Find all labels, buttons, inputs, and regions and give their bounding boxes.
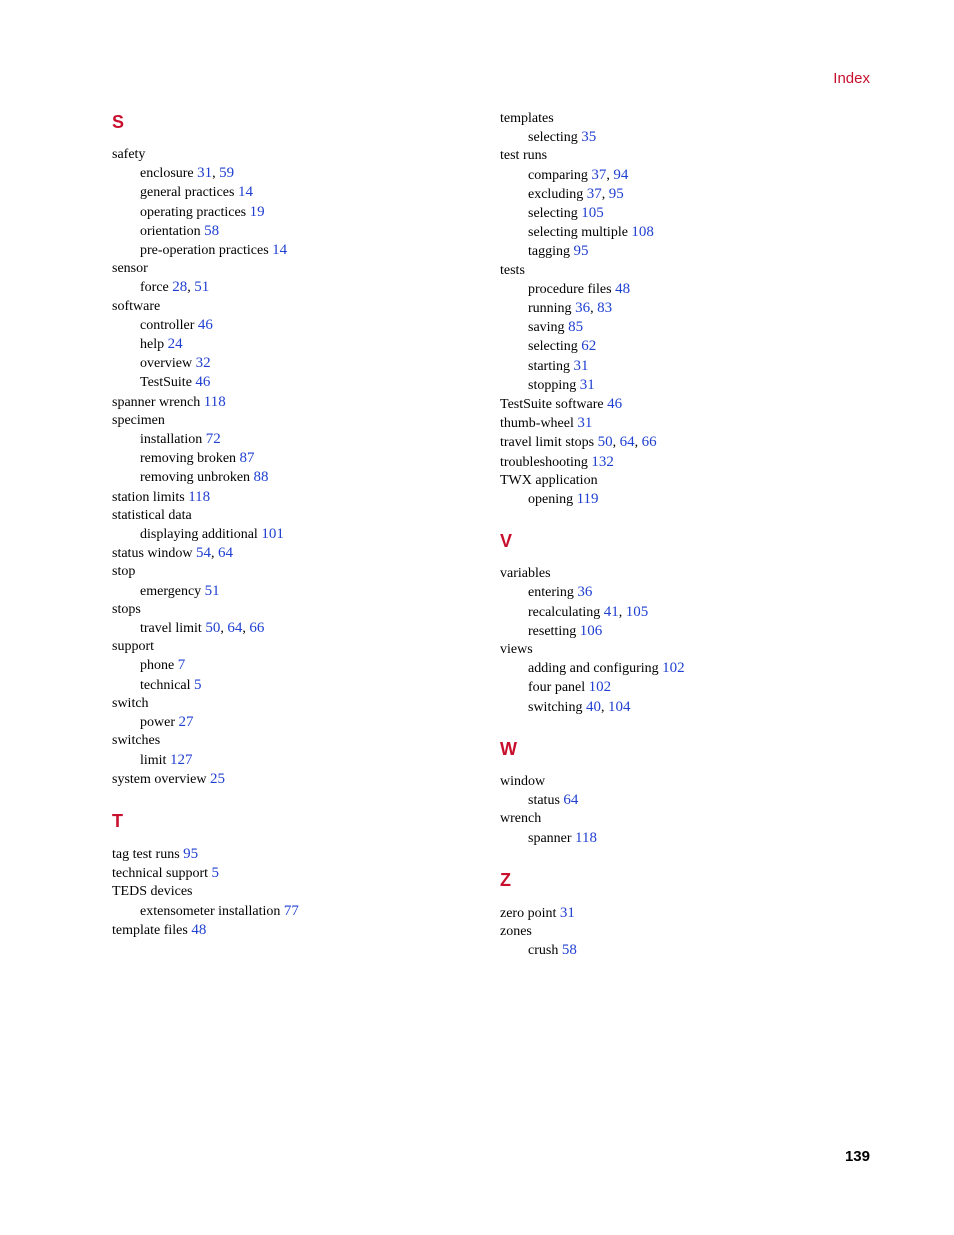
page-link[interactable]: 85 — [568, 319, 584, 336]
page-link[interactable]: 94 — [613, 166, 629, 183]
index-subentry — [112, 656, 472, 675]
index-entry — [112, 488, 472, 507]
index-term: sensor — [112, 261, 148, 277]
index-subentry: enclosure 31, 59 — [140, 165, 235, 182]
page-link[interactable]: 27 — [178, 714, 194, 731]
index-subentry: travel limit 50, 64, 66 — [140, 620, 265, 637]
index-term: overview — [140, 356, 193, 372]
index-subentry — [112, 203, 472, 222]
index-term: travel limit — [140, 621, 202, 637]
index-entry — [112, 412, 472, 430]
index-section — [500, 531, 860, 717]
page-link[interactable]: 105 — [625, 603, 649, 620]
index-subentry — [112, 902, 472, 921]
page-link[interactable]: 36 — [577, 584, 593, 601]
index-term: starting — [528, 358, 570, 374]
index-entry — [500, 472, 860, 490]
index-term: removing unbroken — [140, 470, 251, 486]
page-link[interactable]: 40 — [585, 698, 601, 715]
page-link[interactable]: 88 — [253, 469, 269, 486]
index-subentry — [500, 791, 860, 810]
page-link[interactable]: 28 — [172, 279, 188, 296]
index-term: stop — [112, 564, 136, 580]
index-entry: travel limit stops 50, 64, 66 — [500, 434, 657, 451]
index-subentry — [500, 223, 860, 242]
page-link[interactable]: 14 — [237, 184, 253, 201]
index-term: saving — [528, 320, 565, 336]
index-subentry: running 36, 83 — [528, 300, 613, 317]
index-section — [500, 870, 860, 961]
page-link[interactable]: 58 — [561, 942, 577, 959]
index-term: opening — [528, 492, 574, 508]
index-subentry — [500, 280, 860, 299]
section-letter: S — [112, 112, 125, 132]
index-entry — [112, 638, 472, 656]
index-subentry — [500, 659, 860, 678]
page-link[interactable]: 48 — [615, 280, 631, 297]
index-term: zero point — [500, 905, 557, 921]
index-column-left — [112, 110, 472, 940]
page-link[interactable]: 31 — [579, 376, 595, 393]
page-link[interactable]: 31 — [559, 904, 575, 921]
page-link[interactable]: 51 — [194, 279, 210, 296]
page-link[interactable]: 36 — [575, 300, 591, 317]
index-subentry — [500, 829, 860, 848]
index-entry — [500, 414, 860, 433]
index-term: variables — [500, 566, 551, 582]
index-term: running — [528, 301, 572, 317]
index-term: orientation — [140, 223, 201, 239]
page-link[interactable]: 35 — [581, 129, 597, 146]
page-link[interactable]: 64 — [563, 792, 579, 809]
page-link[interactable]: 127 — [169, 751, 193, 768]
index-entry — [500, 810, 860, 828]
index-term: general practices — [140, 185, 235, 201]
index-subentry — [500, 941, 860, 960]
page-link[interactable]: 104 — [607, 698, 631, 715]
index-entry — [112, 695, 472, 713]
index-section — [112, 811, 472, 940]
index-subentry — [500, 128, 860, 147]
index-term: status window — [112, 546, 193, 562]
index-term: selecting — [528, 206, 578, 222]
index-term: phone — [140, 658, 175, 674]
page-link[interactable]: 31 — [573, 357, 589, 374]
page-link[interactable]: 62 — [581, 338, 597, 355]
page-link[interactable]: 101 — [261, 526, 284, 543]
index-section — [500, 110, 860, 509]
index-subentry — [500, 678, 860, 697]
index-entry: status window 54, 64 — [112, 545, 233, 562]
page-link[interactable]: 58 — [204, 222, 220, 239]
index-subentry — [500, 318, 860, 337]
index-subentry — [112, 316, 472, 335]
index-term: crush — [528, 943, 559, 959]
page-link[interactable]: 31 — [577, 415, 593, 432]
page-link[interactable]: 7 — [177, 657, 186, 674]
index-subentry: recalculating 41, 105 — [528, 603, 649, 620]
index-term: help — [140, 337, 165, 353]
index-subentry — [112, 373, 472, 392]
index-term: template files — [112, 922, 188, 938]
index-term: selecting — [528, 339, 578, 355]
page-link[interactable]: 5 — [211, 865, 220, 882]
index-term: recalculating — [528, 604, 601, 620]
index-term: resetting — [528, 623, 577, 639]
index-entry — [500, 565, 860, 583]
index-term: selecting — [528, 130, 578, 146]
index-term: adding and configuring — [528, 661, 659, 677]
index-entry — [112, 507, 472, 525]
page-link[interactable]: 25 — [209, 770, 225, 787]
index-term: system overview — [112, 771, 207, 787]
index-term: test runs — [500, 148, 548, 164]
index-term: switching — [528, 699, 583, 715]
page-link[interactable]: 66 — [641, 434, 657, 451]
index-term: removing broken — [140, 451, 237, 467]
index-entry — [112, 260, 472, 278]
index-subentry — [112, 525, 472, 544]
page-link[interactable]: 95 — [573, 243, 589, 260]
index-term: TestSuite — [140, 375, 192, 391]
index-term: stopping — [528, 377, 577, 393]
page-link[interactable]: 46 — [607, 396, 623, 413]
index-term: stops — [112, 601, 141, 617]
page-link[interactable]: 64 — [218, 545, 233, 562]
index-entry — [500, 641, 860, 659]
index-subentry — [500, 242, 860, 261]
index-section — [500, 739, 860, 848]
section-letter: Z — [500, 869, 511, 890]
index-term: operating practices — [140, 204, 247, 220]
index-subentry — [500, 337, 860, 356]
index-term: TestSuite software — [500, 397, 604, 413]
page-link[interactable]: 41 — [603, 603, 619, 620]
index-term: thumb-wheel — [500, 416, 574, 432]
page-link[interactable]: 37 — [586, 185, 602, 202]
index-term: zones — [500, 923, 532, 939]
index-entry — [112, 601, 472, 619]
index-section — [112, 112, 472, 789]
index-subentry — [500, 376, 860, 395]
index-term: force — [140, 280, 169, 296]
page-link[interactable]: 64 — [227, 620, 243, 637]
page-link[interactable]: 31 — [197, 165, 213, 182]
page-link[interactable]: 119 — [576, 491, 599, 508]
index-term: support — [112, 639, 154, 655]
index-subentry — [112, 582, 472, 601]
index-term: window — [500, 773, 546, 789]
page-link[interactable]: 106 — [579, 622, 603, 639]
index-term: switches — [112, 733, 161, 749]
index-term: technical — [140, 677, 191, 693]
index-term: wrench — [500, 811, 542, 827]
index-term: power — [140, 715, 175, 731]
index-entry — [112, 146, 472, 164]
page-link[interactable]: 64 — [619, 434, 635, 451]
index-subentry — [500, 204, 860, 223]
index-subentry — [112, 468, 472, 487]
index-entry — [500, 110, 860, 128]
index-subentry: excluding 37, 95 — [528, 185, 624, 202]
index-subentry — [500, 357, 860, 376]
index-subentry — [112, 335, 472, 354]
page-link[interactable]: 108 — [631, 224, 654, 241]
index-term: tag test runs — [112, 846, 180, 862]
index-term: enclosure — [140, 166, 194, 182]
section-letter: W — [500, 738, 517, 759]
index-term: four panel — [528, 680, 586, 696]
page-link[interactable]: 118 — [575, 829, 597, 846]
index-entry — [500, 923, 860, 941]
index-subentry: comparing 37, 94 — [528, 166, 629, 183]
page-link[interactable]: 118 — [203, 393, 226, 410]
index-entry — [112, 770, 472, 789]
index-entry — [500, 453, 860, 472]
index-term: comparing — [528, 167, 588, 183]
index-term: tests — [500, 262, 525, 278]
index-term: safety — [112, 147, 146, 162]
page-link[interactable]: 32 — [195, 355, 211, 372]
page-link[interactable]: 87 — [239, 450, 255, 467]
page-link[interactable]: 46 — [197, 316, 213, 333]
page-link[interactable]: 132 — [591, 453, 614, 470]
index-term: templates — [500, 111, 554, 126]
index-entry — [112, 298, 472, 316]
page-link[interactable]: 14 — [272, 242, 288, 259]
index-term: displaying additional — [140, 527, 258, 543]
page-link[interactable]: 51 — [204, 582, 220, 599]
page-link[interactable]: 77 — [283, 902, 299, 919]
index-subentry — [112, 713, 472, 732]
running-head-title: Index — [833, 70, 870, 87]
index-subentry — [112, 430, 472, 449]
page-number: 139 — [844, 1148, 870, 1165]
index-subentry — [112, 676, 472, 695]
index-subentry: force 28, 51 — [140, 279, 210, 296]
index-subentry — [112, 222, 472, 241]
page-link[interactable]: 46 — [195, 374, 211, 391]
index-term: switch — [112, 695, 149, 711]
index-entry — [112, 883, 472, 901]
index-entry — [500, 262, 860, 280]
index-subentry — [112, 241, 472, 260]
index-term: installation — [140, 432, 203, 448]
index-entry — [112, 563, 472, 581]
index-term: pre-operation practices — [140, 243, 269, 259]
index-entry — [500, 904, 860, 923]
page-link[interactable]: 59 — [219, 165, 235, 182]
index-entry — [112, 864, 472, 883]
page-link[interactable]: 95 — [183, 845, 199, 862]
index-entry — [500, 773, 860, 791]
index-entry — [500, 395, 860, 414]
page-link[interactable]: 118 — [188, 488, 211, 505]
page-link[interactable]: 5 — [194, 676, 202, 693]
index-term: spanner — [528, 830, 572, 846]
index-entry — [112, 732, 472, 750]
index-term: entering — [528, 585, 574, 601]
index-subentry — [112, 354, 472, 373]
index-term: troubleshooting — [500, 454, 588, 470]
page-link[interactable]: 72 — [205, 431, 221, 448]
index-term: procedure files — [528, 281, 612, 297]
index-term: views — [500, 642, 533, 658]
index-term: limit — [140, 752, 167, 768]
index-term: TWX application — [500, 472, 598, 488]
page-link[interactable]: 102 — [662, 660, 685, 677]
index-term: technical support — [112, 866, 209, 882]
index-term: excluding — [528, 186, 584, 202]
page-link[interactable]: 19 — [249, 203, 265, 220]
index-subentry — [112, 183, 472, 202]
index-term: station limits — [112, 489, 185, 505]
index-term: tagging — [528, 244, 570, 260]
page-link[interactable]: 102 — [588, 679, 612, 696]
page-link[interactable]: 54 — [196, 545, 211, 562]
page-link[interactable]: 24 — [167, 336, 183, 353]
index-term: controller — [140, 317, 195, 333]
index-entry — [112, 921, 472, 940]
index-term: specimen — [112, 412, 165, 428]
section-letter: T — [112, 810, 123, 831]
index-entry — [112, 393, 472, 412]
page-link[interactable]: 66 — [249, 620, 265, 637]
page-link[interactable]: 37 — [591, 166, 607, 183]
index-subentry: switching 40, 104 — [528, 698, 631, 715]
page-link[interactable]: 50 — [205, 620, 221, 637]
page-link[interactable]: 105 — [581, 205, 604, 222]
index-subentry — [112, 751, 472, 770]
page-link[interactable]: 95 — [608, 185, 624, 202]
index-term: extensometer installation — [140, 903, 281, 919]
index-entry — [500, 147, 860, 165]
index-term: statistical data — [112, 507, 192, 523]
index-term: emergency — [140, 583, 202, 599]
section-letter: V — [500, 531, 513, 552]
index-column-right — [500, 110, 860, 960]
index-subentry — [112, 449, 472, 468]
index-term: status — [528, 793, 560, 809]
page-link[interactable]: 83 — [597, 300, 613, 317]
index-term: software — [112, 298, 161, 314]
index-subentry — [500, 583, 860, 602]
page-link[interactable]: 50 — [597, 434, 613, 451]
index-term: TEDS devices — [112, 884, 193, 900]
page-link[interactable]: 48 — [191, 921, 207, 938]
index-subentry — [500, 490, 860, 509]
index-entry — [112, 845, 472, 864]
index-term: spanner wrench — [112, 394, 201, 410]
index-subentry — [500, 622, 860, 641]
index-term: selecting multiple — [528, 225, 628, 241]
index-term: travel limit stops — [500, 435, 595, 451]
